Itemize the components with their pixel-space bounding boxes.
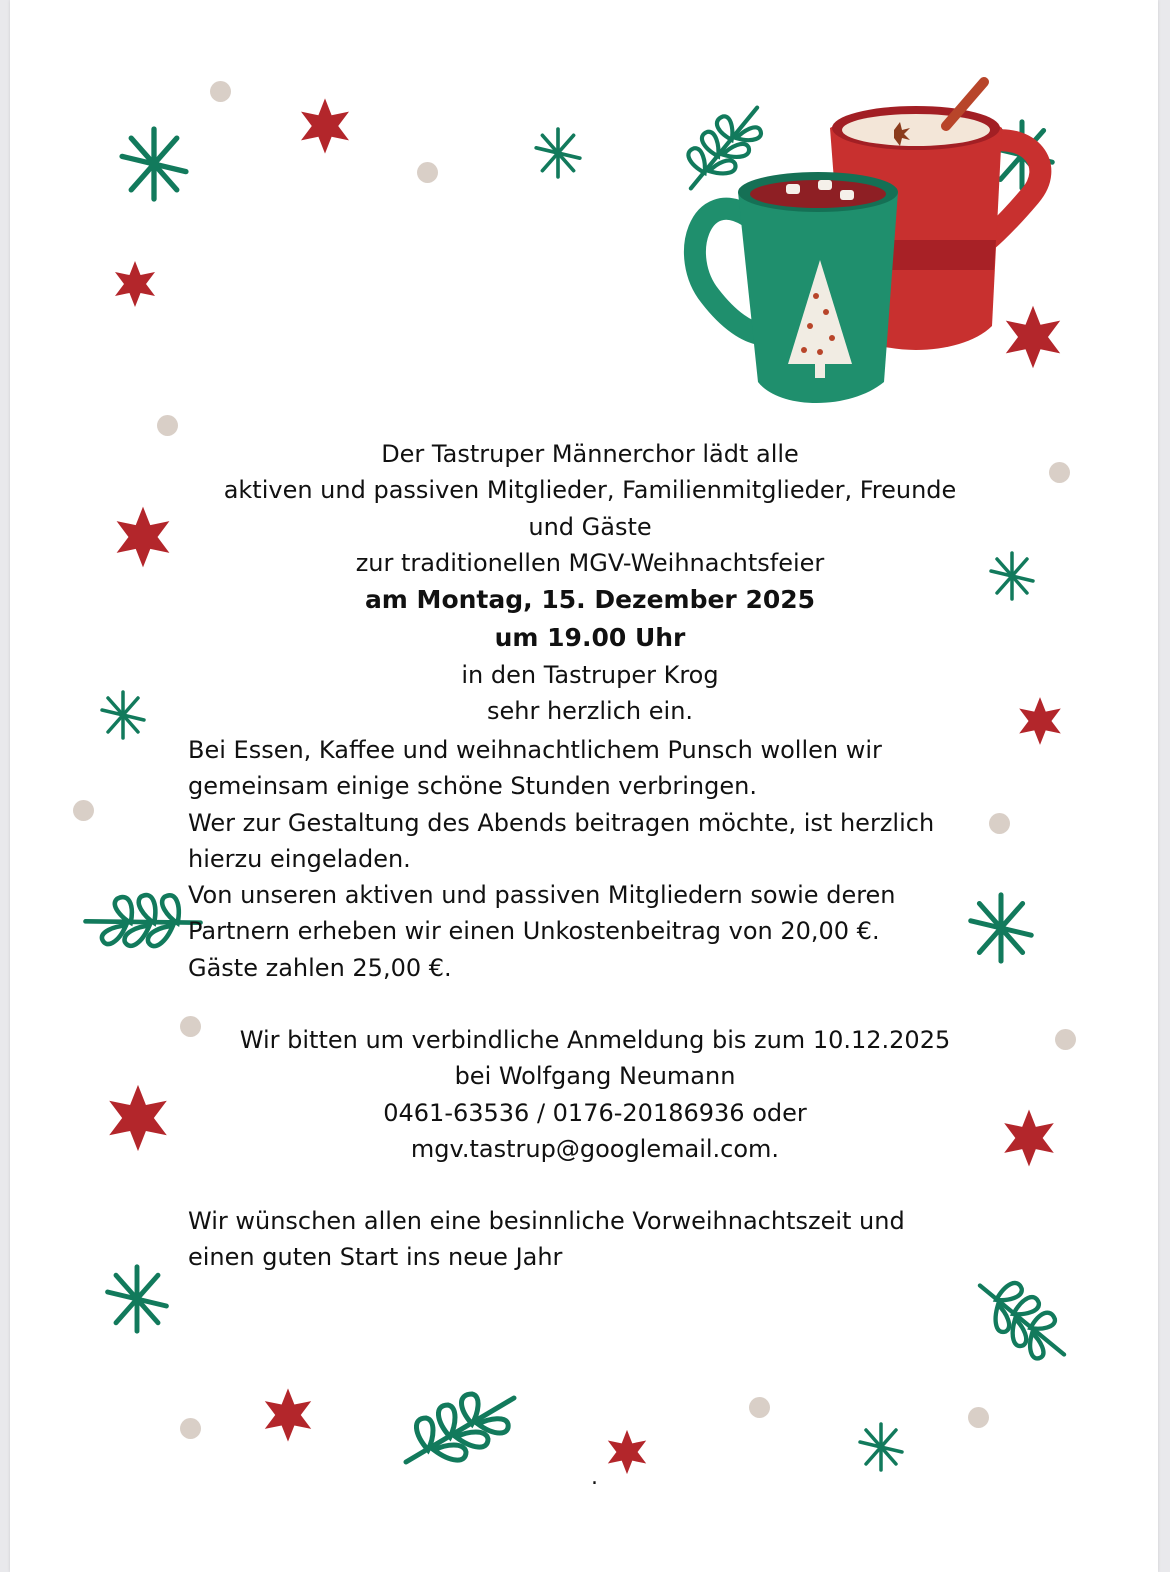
details-line: hierzu eingeladen.	[188, 844, 411, 873]
intro-line: und Gäste	[528, 512, 652, 541]
intro-block	[140, 436, 1040, 730]
invitation-page	[10, 0, 1158, 1572]
green-starburst-icon	[102, 1251, 172, 1347]
details-line: Wer zur Gestaltung des Abends beitragen möchte, ist herzlich	[188, 808, 935, 837]
details-line: gemeinsam einige schöne Stunden verbringen.	[188, 772, 757, 801]
intro-line: Der Tastruper Männerchor lädt alle	[381, 440, 799, 468]
details-line: Gäste zahlen 25,00 €.	[188, 953, 452, 982]
green-starburst-icon	[116, 124, 192, 204]
trailing-mark: .	[591, 1465, 598, 1490]
registration-line: bei Wolfgang Neumann	[454, 1062, 736, 1091]
red-star-icon	[600, 1428, 654, 1476]
dot-decoration	[968, 1407, 989, 1428]
green-starburst-icon	[856, 1419, 906, 1475]
closing-block	[188, 1203, 1008, 1276]
dot-decoration	[157, 415, 178, 436]
intro-line: zur traditionellen MGV-Weihnachtsfeier	[355, 548, 825, 577]
details-line: Partnern erheben wir einen Unkostenbeitrag von 20,00 €.	[188, 917, 880, 946]
dot-decoration	[417, 162, 438, 183]
dot-decoration	[1049, 462, 1070, 483]
registration-block	[160, 1022, 1030, 1167]
green-starburst-icon	[532, 125, 584, 181]
registration-line: Wir bitten um verbindliche Anmeldung bis zum 10.12.2025	[239, 1026, 951, 1054]
dot-decoration	[1055, 1029, 1076, 1050]
dot-decoration	[180, 1418, 201, 1439]
red-star-icon	[256, 1386, 320, 1444]
venue-line: sehr herzlich ein.	[486, 697, 694, 726]
details-block	[188, 732, 1008, 986]
venue-line: in den Tastruper Krog	[461, 661, 719, 690]
registration-email: mgv.tastrup@googlemail.com.	[410, 1134, 780, 1163]
closing-line: einen guten Start ins neue Jahr	[188, 1243, 563, 1272]
event-date: am Montag, 15. Dezember 2025	[364, 585, 816, 615]
green-mug	[695, 172, 898, 403]
details-line: Von unseren aktiven und passiven Mitgliedern sowie deren	[188, 881, 896, 910]
dot-decoration	[73, 800, 94, 821]
dot-decoration	[210, 81, 231, 102]
intro-line: aktiven und passiven Mitglieder, Familienmitglieder, Freunde	[223, 476, 957, 505]
pine-branch-icon	[400, 1390, 520, 1470]
mugs-illustration	[670, 76, 1060, 406]
red-star-icon	[293, 96, 357, 156]
details-line: Bei Essen, Kaffee und weihnachtlichem Punsch wollen wir	[188, 736, 882, 764]
dot-decoration	[749, 1397, 770, 1418]
closing-line: Wir wünschen allen eine besinnliche Vorweihnachtszeit und	[188, 1207, 905, 1235]
red-star-icon	[110, 258, 160, 310]
registration-line: 0461-63536 / 0176-20186936 oder	[383, 1098, 807, 1127]
event-time: um 19.00 Uhr	[494, 623, 686, 653]
